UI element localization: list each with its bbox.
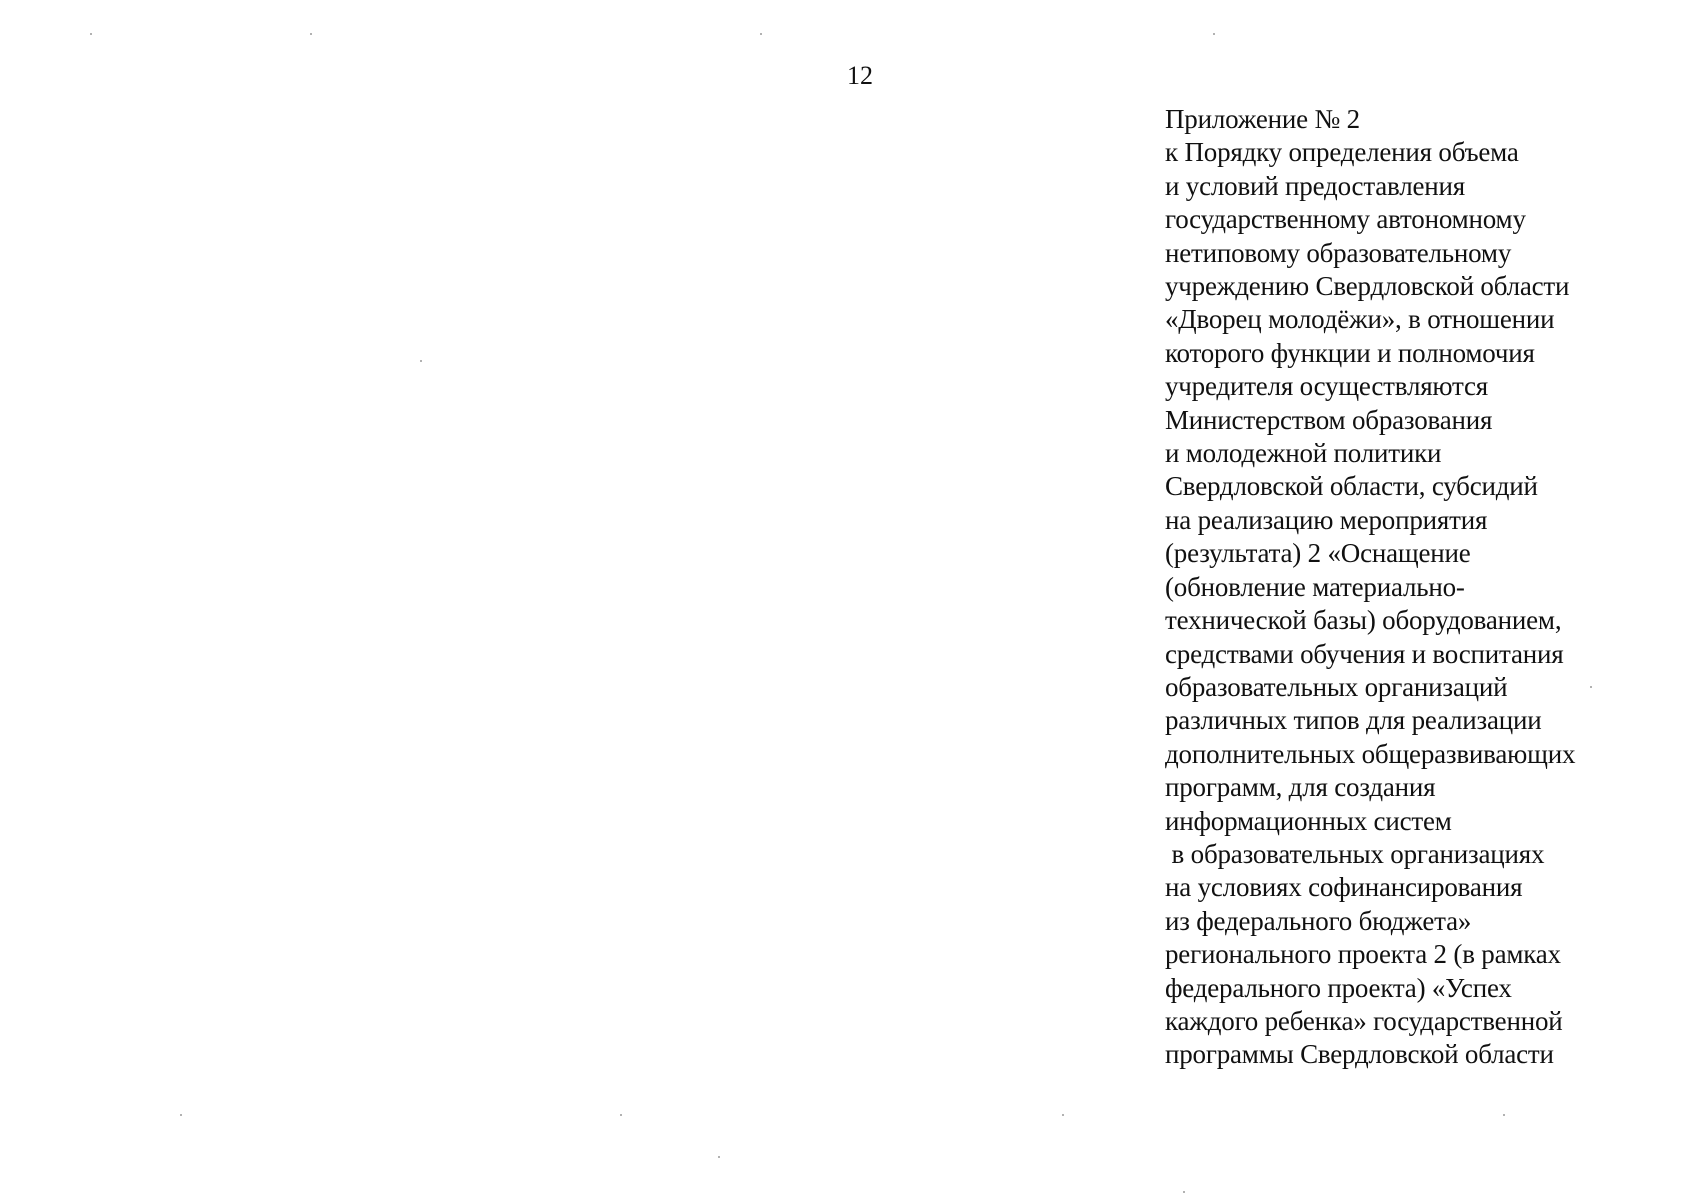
appendix-line: учредителя осуществляются — [1165, 371, 1488, 402]
appendix-line: Приложение № 2 — [1165, 104, 1360, 134]
appendix-line: федерального проекта) «Успех — [1165, 972, 1512, 1003]
appendix-line: информационных систем — [1165, 805, 1452, 836]
appendix-line: средствами обучения и воспитания — [1165, 638, 1564, 669]
appendix-line: и молодежной политики — [1165, 438, 1442, 469]
scan-speck — [1590, 686, 1592, 688]
appendix-line: «Дворец молодёжи», в отношении — [1165, 304, 1555, 335]
appendix-line: к Порядку определения объема — [1165, 137, 1519, 168]
appendix-line: Свердловской области, субсидий — [1165, 471, 1538, 502]
appendix-line: которого функции и полномочия — [1165, 337, 1535, 368]
appendix-line: программ, для создания — [1165, 772, 1436, 803]
appendix-line: учреждению Свердловской области — [1165, 271, 1570, 302]
scan-speck — [420, 360, 422, 362]
appendix-line: и условий предоставления — [1165, 170, 1466, 201]
appendix-line: в образовательных организациях — [1165, 838, 1545, 869]
scan-speck — [718, 1156, 720, 1158]
appendix-line: программы Свердловской области — [1165, 1039, 1554, 1070]
appendix-line: Министерством образования — [1165, 404, 1493, 435]
scan-speck — [1062, 1114, 1064, 1116]
scan-speck — [760, 33, 762, 35]
appendix-line: технической базы) оборудованием, — [1165, 605, 1562, 636]
appendix-line: нетиповому образовательному — [1165, 237, 1512, 268]
scan-speck — [310, 33, 312, 35]
appendix-line: из федерального бюджета» — [1165, 905, 1472, 936]
scan-speck — [1213, 33, 1215, 35]
appendix-line: образовательных организаций — [1165, 671, 1508, 702]
appendix-line: на реализацию мероприятия — [1165, 504, 1488, 535]
appendix-line: (результата) 2 «Оснащение — [1165, 538, 1471, 569]
scan-speck — [180, 1114, 182, 1116]
scan-speck — [1503, 1114, 1505, 1116]
page-number: 12 — [847, 61, 873, 90]
appendix-line: каждого ребенка» государственной — [1165, 1005, 1563, 1036]
scan-speck — [90, 33, 92, 35]
appendix-line: государственному автономному — [1165, 204, 1526, 235]
appendix-line: различных типов для реализации — [1165, 705, 1542, 736]
scan-speck — [1183, 1191, 1185, 1193]
appendix-header-block — [1165, 103, 1665, 1072]
appendix-line: (обновление материально- — [1165, 571, 1465, 602]
appendix-line: на условиях софинансирования — [1165, 872, 1523, 903]
scan-speck — [620, 1114, 622, 1116]
appendix-line: регионального проекта 2 (в рамках — [1165, 939, 1561, 970]
appendix-line: дополнительных общеразвивающих — [1165, 738, 1576, 769]
